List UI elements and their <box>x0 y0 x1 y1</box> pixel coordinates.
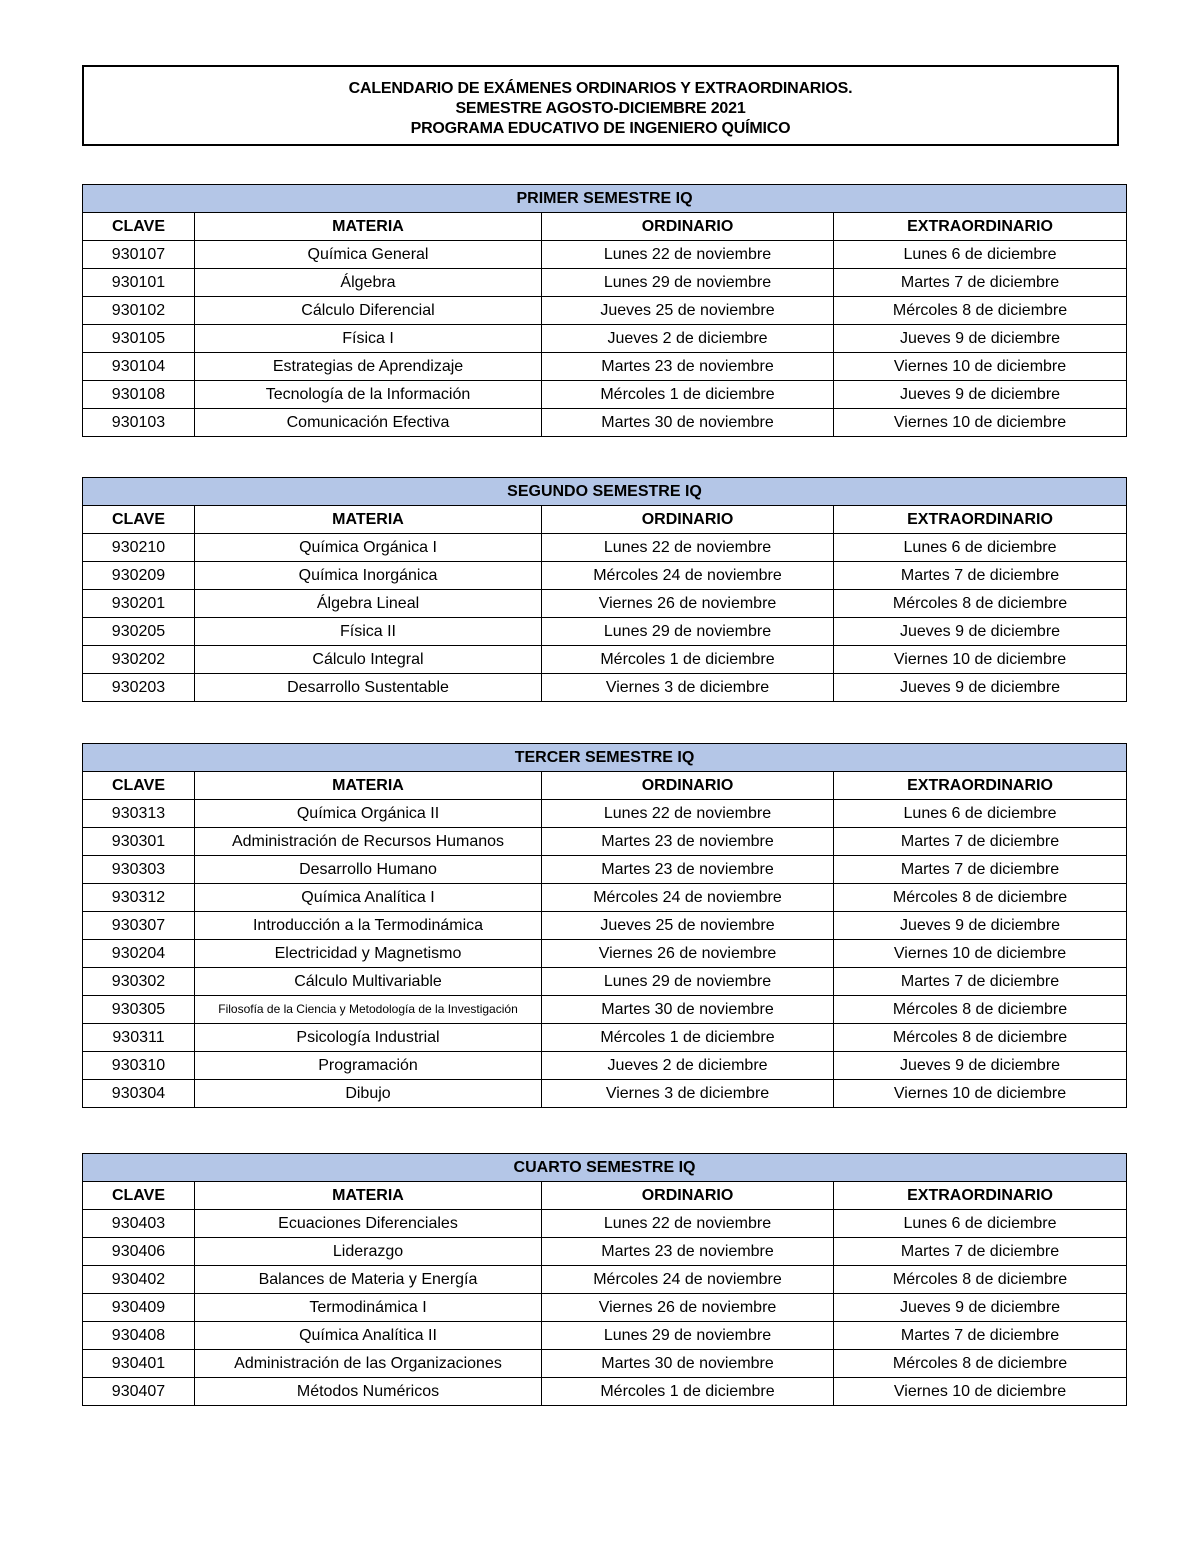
cell-clave: 930311 <box>83 1024 195 1052</box>
cell-clave: 930301 <box>83 828 195 856</box>
cell-extraordinario: Mércoles 8 de diciembre <box>834 590 1127 618</box>
cell-materia: Desarrollo Sustentable <box>195 674 542 702</box>
cell-clave: 930402 <box>83 1266 195 1294</box>
cell-ordinario: Martes 30 de noviembre <box>542 996 834 1024</box>
cell-clave: 930303 <box>83 856 195 884</box>
cell-ordinario: Lunes 22 de noviembre <box>542 800 834 828</box>
cell-extraordinario: Lunes 6 de diciembre <box>834 241 1127 269</box>
cell-materia: Psicología Industrial <box>195 1024 542 1052</box>
cell-ordinario: Jueves 2 de diciembre <box>542 1052 834 1080</box>
cell-ordinario: Lunes 29 de noviembre <box>542 618 834 646</box>
document-title-box <box>82 65 1119 146</box>
cell-clave: 930204 <box>83 940 195 968</box>
cell-materia: Métodos Numéricos <box>195 1378 542 1406</box>
table-row <box>83 409 1127 437</box>
cell-ordinario: Viernes 26 de noviembre <box>542 590 834 618</box>
cell-materia: Termodinámica I <box>195 1294 542 1322</box>
cell-materia: Comunicación Efectiva <box>195 409 542 437</box>
cell-clave: 930302 <box>83 968 195 996</box>
cell-clave: 930304 <box>83 1080 195 1108</box>
cell-ordinario: Lunes 22 de noviembre <box>542 241 834 269</box>
cell-extraordinario: Mércoles 8 de diciembre <box>834 884 1127 912</box>
semester-title-row <box>83 478 1127 506</box>
table-row <box>83 297 1127 325</box>
table-row <box>83 590 1127 618</box>
cell-extraordinario: Mércoles 8 de diciembre <box>834 1350 1127 1378</box>
table-row <box>83 325 1127 353</box>
column-header-clave: CLAVE <box>83 772 195 800</box>
cell-materia: Física II <box>195 618 542 646</box>
cell-materia: Desarrollo Humano <box>195 856 542 884</box>
cell-ordinario: Viernes 26 de noviembre <box>542 1294 834 1322</box>
table-row <box>83 968 1127 996</box>
cell-extraordinario: Jueves 9 de diciembre <box>834 1052 1127 1080</box>
cell-extraordinario: Jueves 9 de diciembre <box>834 1294 1127 1322</box>
semester-title-row <box>83 1154 1127 1182</box>
semester-title-row <box>83 744 1127 772</box>
table-row <box>83 1210 1127 1238</box>
cell-ordinario: Lunes 29 de noviembre <box>542 269 834 297</box>
semester-table <box>82 743 1127 1108</box>
cell-extraordinario: Mércoles 8 de diciembre <box>834 1024 1127 1052</box>
column-header-row <box>83 506 1127 534</box>
column-header-materia: MATERIA <box>195 772 542 800</box>
cell-extraordinario: Viernes 10 de diciembre <box>834 353 1127 381</box>
cell-ordinario: Martes 30 de noviembre <box>542 1350 834 1378</box>
column-header-row <box>83 772 1127 800</box>
cell-materia: Química Orgánica I <box>195 534 542 562</box>
cell-materia: Cálculo Integral <box>195 646 542 674</box>
cell-materia: Química Analítica I <box>195 884 542 912</box>
column-header-ordinario: ORDINARIO <box>542 213 834 241</box>
title-line-3: PROGRAMA EDUCATIVO DE INGENIERO QUÍMICO <box>410 120 791 137</box>
cell-ordinario: Lunes 22 de noviembre <box>542 534 834 562</box>
cell-extraordinario: Jueves 9 de diciembre <box>834 618 1127 646</box>
cell-ordinario: Lunes 29 de noviembre <box>542 968 834 996</box>
cell-ordinario: Martes 23 de noviembre <box>542 856 834 884</box>
table-row <box>83 1266 1127 1294</box>
cell-extraordinario: Martes 7 de diciembre <box>834 856 1127 884</box>
column-header-materia: MATERIA <box>195 213 542 241</box>
cell-extraordinario: Martes 7 de diciembre <box>834 828 1127 856</box>
table-row <box>83 1378 1127 1406</box>
cell-extraordinario: Jueves 9 de diciembre <box>834 325 1127 353</box>
cell-clave: 930305 <box>83 996 195 1024</box>
cell-clave: 930210 <box>83 534 195 562</box>
table-row <box>83 884 1127 912</box>
cell-materia: Álgebra <box>195 269 542 297</box>
semester-title: CUARTO SEMESTRE IQ <box>83 1154 1127 1182</box>
cell-clave: 930401 <box>83 1350 195 1378</box>
cell-extraordinario: Martes 7 de diciembre <box>834 1322 1127 1350</box>
column-header-ordinario: ORDINARIO <box>542 506 834 534</box>
cell-extraordinario: Viernes 10 de diciembre <box>834 1080 1127 1108</box>
cell-materia: Programación <box>195 1052 542 1080</box>
cell-materia: Química Orgánica II <box>195 800 542 828</box>
cell-materia: Álgebra Lineal <box>195 590 542 618</box>
cell-materia: Cálculo Diferencial <box>195 297 542 325</box>
semester-table <box>82 1153 1127 1406</box>
cell-clave: 930108 <box>83 381 195 409</box>
cell-clave: 930205 <box>83 618 195 646</box>
table-row <box>83 269 1127 297</box>
cell-extraordinario: Mércoles 8 de diciembre <box>834 297 1127 325</box>
cell-materia: Dibujo <box>195 1080 542 1108</box>
column-header-ordinario: ORDINARIO <box>542 772 834 800</box>
column-header-extraordinario: EXTRAORDINARIO <box>834 1182 1127 1210</box>
cell-extraordinario: Lunes 6 de diciembre <box>834 1210 1127 1238</box>
table-row <box>83 674 1127 702</box>
cell-extraordinario: Lunes 6 de diciembre <box>834 800 1127 828</box>
column-header-extraordinario: EXTRAORDINARIO <box>834 213 1127 241</box>
cell-clave: 930407 <box>83 1378 195 1406</box>
table-row <box>83 800 1127 828</box>
title-line-1: CALENDARIO DE EXÁMENES ORDINARIOS Y EXTRAORDINARIOS. <box>348 80 853 97</box>
cell-clave: 930107 <box>83 241 195 269</box>
column-header-clave: CLAVE <box>83 506 195 534</box>
column-header-clave: CLAVE <box>83 213 195 241</box>
cell-ordinario: Jueves 25 de noviembre <box>542 912 834 940</box>
cell-ordinario: Viernes 3 de diciembre <box>542 1080 834 1108</box>
cell-extraordinario: Viernes 10 de diciembre <box>834 940 1127 968</box>
cell-ordinario: Martes 23 de noviembre <box>542 1238 834 1266</box>
cell-materia: Química General <box>195 241 542 269</box>
column-header-extraordinario: EXTRAORDINARIO <box>834 772 1127 800</box>
column-header-ordinario: ORDINARIO <box>542 1182 834 1210</box>
cell-clave: 930312 <box>83 884 195 912</box>
cell-clave: 930409 <box>83 1294 195 1322</box>
cell-materia: Ecuaciones Diferenciales <box>195 1210 542 1238</box>
cell-clave: 930406 <box>83 1238 195 1266</box>
cell-materia: Electricidad y Magnetismo <box>195 940 542 968</box>
table-row <box>83 562 1127 590</box>
cell-ordinario: Martes 30 de noviembre <box>542 409 834 437</box>
table-row <box>83 353 1127 381</box>
cell-clave: 930313 <box>83 800 195 828</box>
cell-materia: Liderazgo <box>195 1238 542 1266</box>
cell-clave: 930209 <box>83 562 195 590</box>
table-row <box>83 1350 1127 1378</box>
cell-clave: 930101 <box>83 269 195 297</box>
cell-materia: Estrategias de Aprendizaje <box>195 353 542 381</box>
cell-materia: Física I <box>195 325 542 353</box>
table-row <box>83 1024 1127 1052</box>
cell-extraordinario: Martes 7 de diciembre <box>834 562 1127 590</box>
table-row <box>83 1294 1127 1322</box>
semester-title-row <box>83 185 1127 213</box>
cell-extraordinario: Mércoles 8 de diciembre <box>834 1266 1127 1294</box>
cell-ordinario: Mércoles 24 de noviembre <box>542 1266 834 1294</box>
cell-clave: 930310 <box>83 1052 195 1080</box>
cell-materia: Cálculo Multivariable <box>195 968 542 996</box>
cell-materia: Administración de Recursos Humanos <box>195 828 542 856</box>
table-row <box>83 1080 1127 1108</box>
table-row <box>83 856 1127 884</box>
cell-ordinario: Viernes 3 de diciembre <box>542 674 834 702</box>
semester-title: SEGUNDO SEMESTRE IQ <box>83 478 1127 506</box>
cell-clave: 930408 <box>83 1322 195 1350</box>
cell-ordinario: Lunes 22 de noviembre <box>542 1210 834 1238</box>
cell-materia: Filosofía de la Ciencia y Metodología de la Investigación <box>195 996 542 1024</box>
cell-ordinario: Jueves 25 de noviembre <box>542 297 834 325</box>
title-line-2: SEMESTRE AGOSTO-DICIEMBRE 2021 <box>455 100 746 117</box>
cell-extraordinario: Viernes 10 de diciembre <box>834 409 1127 437</box>
column-header-materia: MATERIA <box>195 1182 542 1210</box>
cell-ordinario: Mércoles 1 de diciembre <box>542 1024 834 1052</box>
table-row <box>83 618 1127 646</box>
cell-clave: 930203 <box>83 674 195 702</box>
cell-ordinario: Lunes 29 de noviembre <box>542 1322 834 1350</box>
cell-materia: Administración de las Organizaciones <box>195 1350 542 1378</box>
cell-materia: Balances de Materia y Energía <box>195 1266 542 1294</box>
column-header-materia: MATERIA <box>195 506 542 534</box>
cell-ordinario: Mércoles 1 de diciembre <box>542 646 834 674</box>
column-header-row <box>83 1182 1127 1210</box>
table-row <box>83 996 1127 1024</box>
cell-clave: 930202 <box>83 646 195 674</box>
cell-extraordinario: Martes 7 de diciembre <box>834 269 1127 297</box>
semester-table <box>82 477 1127 702</box>
cell-extraordinario: Jueves 9 de diciembre <box>834 381 1127 409</box>
table-row <box>83 241 1127 269</box>
table-row <box>83 828 1127 856</box>
table-row <box>83 534 1127 562</box>
table-row <box>83 1052 1127 1080</box>
cell-ordinario: Jueves 2 de diciembre <box>542 325 834 353</box>
cell-clave: 930201 <box>83 590 195 618</box>
semester-table <box>82 184 1127 437</box>
cell-materia: Introducción a la Termodinámica <box>195 912 542 940</box>
cell-materia: Química Inorgánica <box>195 562 542 590</box>
cell-extraordinario: Martes 7 de diciembre <box>834 968 1127 996</box>
cell-materia: Tecnología de la Información <box>195 381 542 409</box>
cell-clave: 930102 <box>83 297 195 325</box>
cell-clave: 930104 <box>83 353 195 381</box>
table-row <box>83 381 1127 409</box>
cell-ordinario: Martes 23 de noviembre <box>542 828 834 856</box>
cell-extraordinario: Viernes 10 de diciembre <box>834 1378 1127 1406</box>
table-row <box>83 940 1127 968</box>
cell-clave: 930403 <box>83 1210 195 1238</box>
cell-clave: 930105 <box>83 325 195 353</box>
table-row <box>83 912 1127 940</box>
cell-extraordinario: Mércoles 8 de diciembre <box>834 996 1127 1024</box>
column-header-extraordinario: EXTRAORDINARIO <box>834 506 1127 534</box>
cell-extraordinario: Viernes 10 de diciembre <box>834 646 1127 674</box>
cell-clave: 930103 <box>83 409 195 437</box>
table-row <box>83 646 1127 674</box>
semester-title: TERCER SEMESTRE IQ <box>83 744 1127 772</box>
cell-ordinario: Mércoles 24 de noviembre <box>542 562 834 590</box>
cell-extraordinario: Jueves 9 de diciembre <box>834 912 1127 940</box>
cell-ordinario: Mércoles 1 de diciembre <box>542 1378 834 1406</box>
cell-ordinario: Mércoles 1 de diciembre <box>542 381 834 409</box>
cell-materia: Química Analítica II <box>195 1322 542 1350</box>
cell-extraordinario: Martes 7 de diciembre <box>834 1238 1127 1266</box>
cell-ordinario: Mércoles 24 de noviembre <box>542 884 834 912</box>
cell-ordinario: Viernes 26 de noviembre <box>542 940 834 968</box>
column-header-row <box>83 213 1127 241</box>
cell-extraordinario: Lunes 6 de diciembre <box>834 534 1127 562</box>
table-row <box>83 1322 1127 1350</box>
cell-ordinario: Martes 23 de noviembre <box>542 353 834 381</box>
semester-title: PRIMER SEMESTRE IQ <box>83 185 1127 213</box>
table-row <box>83 1238 1127 1266</box>
cell-extraordinario: Jueves 9 de diciembre <box>834 674 1127 702</box>
column-header-clave: CLAVE <box>83 1182 195 1210</box>
cell-clave: 930307 <box>83 912 195 940</box>
